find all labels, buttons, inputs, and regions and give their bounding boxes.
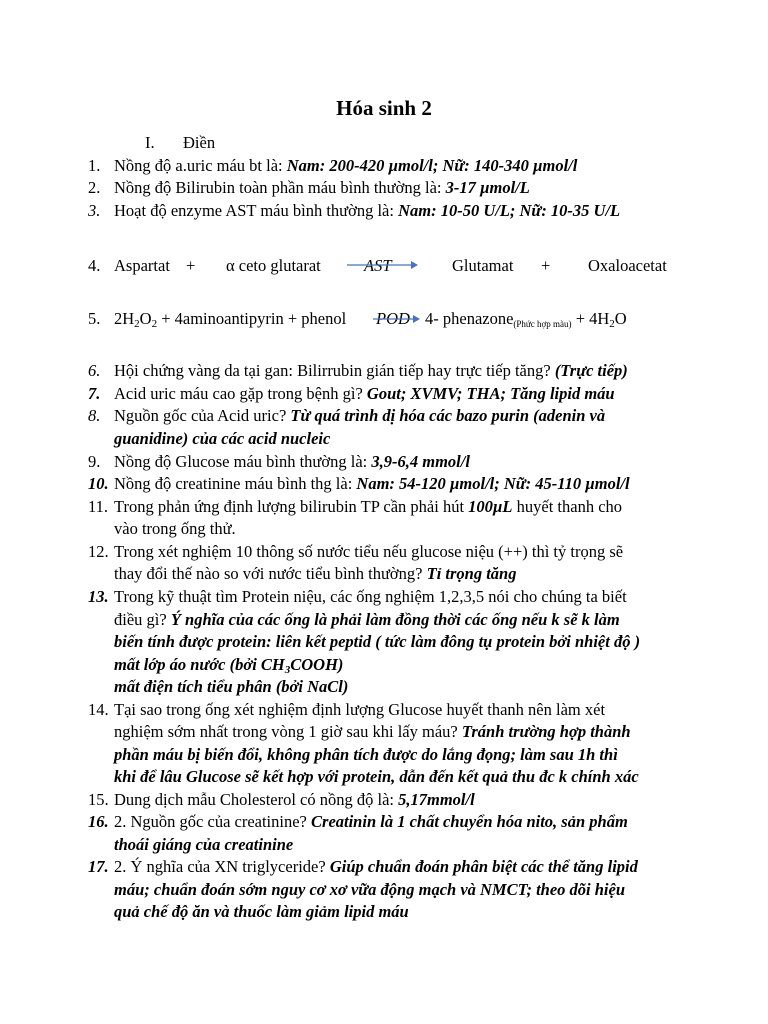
- answer-text: quả chế độ ăn và thuốc làm giảm lipid máu: [114, 902, 409, 921]
- question-text: thay đổi thế nào so với nước tiểu bình thường?: [114, 564, 427, 583]
- question-text: Trong xét nghiệm 10 thông số nước tiểu nếu glucose niệu (++) thì tỷ trọng sẽ: [114, 542, 624, 561]
- item-number: 6.: [88, 361, 101, 380]
- answer-text: 100µL: [468, 497, 513, 516]
- product-note: (Phức hợp màu): [513, 319, 572, 329]
- product-phenazone: 4- phenazone: [425, 309, 514, 328]
- item-number: 5.: [88, 309, 101, 328]
- plus-sign: +: [541, 256, 551, 275]
- enzyme-label-ast: AST: [364, 256, 392, 275]
- question-text: 2. Nguồn gốc của creatinine?: [114, 812, 312, 831]
- question-text: nghiệm sớm nhất trong vòng 1 giờ sau khi lấy máu?: [114, 722, 462, 741]
- item-number: 8.: [88, 406, 101, 425]
- substrate-alpha-ketoglutarate: α ceto glutarat: [226, 256, 321, 275]
- answer-text: guanidine) của các acid nucleic: [114, 429, 331, 448]
- answer-text: Ý nghĩa của các ống là phải làm đồng thời các ống nếu k sẽ k làm: [170, 610, 620, 629]
- product-glutamat: Glutamat: [452, 256, 514, 275]
- item-number: 17.: [88, 857, 109, 876]
- question-text: Nồng độ creatinine máu bình thg là:: [114, 474, 357, 493]
- section-number: I.: [145, 133, 155, 152]
- answer-text: 3-17 µmol/L: [445, 178, 530, 197]
- answer-text: Tỉ trọng tăng: [426, 564, 517, 583]
- reaction-arrow-icon: [371, 312, 421, 326]
- item-number: 3.: [88, 201, 101, 220]
- answer-text: Giúp chuẩn đoán phân biệt các thể tăng lipid: [329, 857, 638, 876]
- substrate-aspartat: Aspartat: [114, 256, 170, 275]
- answer-text: Creatinin là 1 chất chuyển hóa nito, sản phẩm: [311, 812, 628, 831]
- answer-text: 5,17mmol/l: [398, 790, 475, 809]
- item-number: 7.: [88, 384, 101, 403]
- question-text-cont: huyết thanh cho: [512, 497, 623, 516]
- item-number: 11.: [88, 497, 109, 516]
- question-text: Trong phản ứng định lượng bilirubin TP cần phải hút: [114, 497, 469, 516]
- document-title: Hóa sinh 2: [336, 96, 432, 120]
- document-page: Hóa sinh 2 I. Điền 1. Nồng độ a.uric máu bt là: Nam: 200-420 µmol/l; Nữ: 140-340 µmol/l 2. Nồng độ Bilirubin toàn phần máu bình thường là: 3-17 µmol/L 3. Hoạt độ enzyme AST máu bình thường là: Nam: 10-50 U/L; Nữ: 10-35 U/L 4. Aspartat + α ceto glutarat AST Glutamat + Oxaloacetat 5. $2H_2O_2$ + 4aminoantipyrin + phenol POD 4- phenazone$_{(Phức hợp màu)}$ + $4H_2O$ 6. Hội chứng vàng da tại gan: Bilirrubin gián tiếp hay trực tiếp tăng? (Trực tiếp) 7. Acid uric máu cao gặp trong bệnh gì? Gout; XVMV; THA; Tăng lipid máu 8. Nguồn gốc của Acid uric? Từ quá trình dị hóa các bazo purin (adenin và guanidine) của các acid nucleic 9. Nồng độ Glucose máu bình thường là: 3,9-6,4 mmol/l 10. Nồng độ creatinine máu bình thg là: Nam: 54-120 µmol/l; Nữ: 45-110 µmol/l 11. Trong phản ứng định lượng bilirubin TP cần phải hút 100µL huyết thanh cho vào trong ống thử. 12. Trong xét nghiệm 10 thông số nước tiểu nếu glucose niệu (++) thì tỷ trọng sẽ thay đổi thế nào so với nước tiểu bình thường? Tỉ trọng tăng 13. Trong kỹ thuật tìm Protein niệu, các ống nghiệm 1,2,3,5 nói cho chúng ta biết điều gì? Ý nghĩa của các ống là phải làm đồng thời các ống nếu k sẽ k làm biến tính được protein: liên kết peptid ( tức làm đông tụ protein bởi nhiệt độ ) mất lớp áo nước (bởi $CH_3COOH$) mất điện tích tiểu phân (bởi NaCl) 14. Tại sao trong ống xét nghiệm định lượng Glucose huyết thanh nên làm xét nghiệm sớm nhất trong vòng 1 giờ sau khi lấy máu? Tránh trường hợp thành phần máu bị biến đổi, không phân tích được do lắng đọng; làm sau 1h thì khi để lâu Glucose sẽ kết hợp với protein, dẫn đến kết quả thu đc k chính xác 15. Dung dịch mẫu Cholesterol có nồng độ là: 5,17mmol/l 16. 2. Nguồn gốc của creatinine? Creatinin là 1 chất chuyển hóa nito, sản phẩm thoái giáng của creatinine 17. 2. Ý nghĩa của XN triglyceride? Giúp chuẩn đoán phân biệt các thể tăng lipid máu; chuẩn đoán sớm nguy cơ xơ vữa động mạch và NMCT; theo dõi hiệu quả chế độ ăn và thuốc làm giảm lipid máu: [0, 0, 768, 1024]
- question-text: vào trong ống thử.: [114, 519, 236, 538]
- question-text: điều gì?: [114, 610, 171, 629]
- item-number: 1.: [88, 156, 101, 175]
- list-item-4-reaction: [0, 255, 768, 279]
- enzyme-label-pod: POD: [376, 309, 410, 328]
- answer-text: phần máu bị biến đổi, không phân tích được do lắng đọng; làm sau 1h thì: [114, 745, 618, 764]
- answer-text: Nam: 54-120 µmol/l; Nữ: 45-110 µmol/l: [356, 474, 630, 493]
- answer-text: máu; chuẩn đoán sớm nguy cơ xơ vữa động mạch và NMCT; theo dõi hiệu: [114, 880, 626, 899]
- item-number: 10.: [88, 474, 109, 493]
- reactant-h2o2: 2H: [114, 309, 135, 328]
- question-text: Nồng độ a.uric máu bt là:: [114, 156, 287, 175]
- section-label: Điền: [183, 133, 216, 152]
- question-text: Trong kỹ thuật tìm Protein niệu, các ống nghiệm 1,2,3,5 nói cho chúng ta biết: [114, 587, 627, 606]
- question-text: Tại sao trong ống xét nghiệm định lượng Glucose huyết thanh nên làm xét: [114, 700, 606, 719]
- question-text: 2. Ý nghĩa của XN triglyceride?: [114, 857, 330, 876]
- answer-text: thoái giáng của creatinine: [114, 835, 294, 854]
- question-text: Hội chứng vàng da tại gan: Bilirrubin gián tiếp hay trực tiếp tăng?: [114, 361, 555, 380]
- item-number: 15.: [88, 790, 109, 809]
- answer-text: 3,9-6,4 mmol/l: [371, 452, 470, 471]
- list-item-5-reaction: 5. $2H_2O_2$ + 4aminoantipyrin + phenol POD 4- phenazone$_{(Phức hợp màu)}$ + $4H_2O$: [88, 309, 627, 330]
- question-text: Hoạt độ enzyme AST máu bình thường là:: [114, 201, 399, 220]
- item-number: 13.: [88, 587, 109, 606]
- question-text: Nồng độ Bilirubin toàn phần máu bình thường là:: [114, 178, 446, 197]
- item-number: 9.: [88, 452, 101, 471]
- answer-text: biến tính được protein: liên kết peptid ( tức làm đông tụ protein bởi nhiệt độ ): [114, 632, 641, 651]
- reactants-rest: + 4aminoantipyrin + phenol: [157, 309, 347, 328]
- question-text: Dung dịch mẫu Cholesterol có nồng độ là:: [114, 790, 399, 809]
- question-text: Nồng độ Glucose máu bình thường là:: [114, 452, 372, 471]
- question-text: Acid uric máu cao gặp trong bệnh gì?: [114, 384, 367, 403]
- item-number: 2.: [88, 178, 101, 197]
- plus-sign: +: [186, 256, 196, 275]
- item-number: 16.: [88, 812, 109, 831]
- question-text: Nguồn gốc của Acid uric?: [114, 406, 291, 425]
- answer-text: mất điện tích tiểu phân (bởi NaCl): [114, 677, 349, 696]
- answer-text: mất lớp áo nước (bởi CH: [114, 655, 285, 674]
- answer-text: Từ quá trình dị hóa các bazo purin (adenin và: [290, 406, 606, 425]
- answer-text: Nam: 200-420 µmol/l; Nữ: 140-340 µmol/l: [286, 156, 578, 175]
- answer-text: Gout; XVMV; THA; Tăng lipid máu: [366, 384, 615, 403]
- answer-text: (Trực tiếp): [554, 361, 628, 380]
- answer-text: Tránh trường hợp thành: [461, 722, 631, 741]
- item-number: 4.: [88, 256, 101, 275]
- item-number: 14.: [88, 700, 109, 719]
- product-oxaloacetat: Oxaloacetat: [588, 256, 667, 275]
- answer-text: khi để lâu Glucose sẽ kết hợp với protein, dẫn đến kết quả thu đc k chính xác: [114, 767, 639, 786]
- answer-text: Nam: 10-50 U/L; Nữ: 10-35 U/L: [398, 201, 621, 220]
- item-number: 12.: [88, 542, 109, 561]
- reaction-arrow-icon: [345, 258, 419, 272]
